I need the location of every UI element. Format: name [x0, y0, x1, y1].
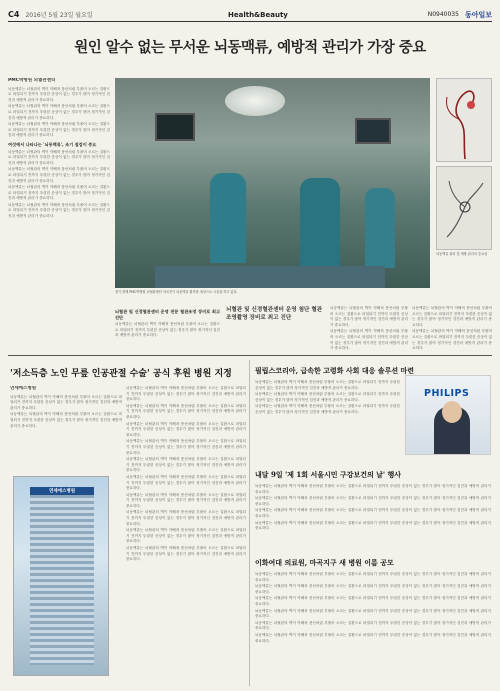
photo-caption: 경기 평택 PMC박병원 뇌혈관센터 의료진이 뇌동맥류 환자를 대상으로 시술을 하고 있다.	[115, 290, 238, 294]
story-left-paragraph: 뇌동맥류는 뇌혈관의 벽이 약해져 풍선처럼 부풀어 오르는 질환으로 파열되기 전까지 뚜렷한 증상이 없는 경우가 많아 정기적인 검진과 예방적 관리가 중요하다.	[126, 474, 246, 491]
story-headline-left: '저소득층 노인 무릎 인공관절 수술' 공식 후원 병원 지정	[10, 369, 232, 379]
story-marathon-paragraph: 뇌동맥류는 뇌혈관의 벽이 약해져 풍선처럼 부풀어 오르는 질환으로 파열되기 전까지 뚜렷한 증상이 없는 경우가 많아 정기적인 검진과 예방적 관리가 중요하다.	[255, 596, 491, 606]
lead-subhead-1: 뇌혈관 및 신경혈관센터 운영 전문 혈관조영 장비로 최고 진단	[115, 309, 220, 320]
building-sign: 연세에스병원	[30, 487, 94, 497]
story-left-paragraph: 뇌동맥류는 뇌혈관의 벽이 약해져 풍선처럼 부풀어 오르는 질환으로 파열되기 전까지 뚜렷한 증상이 없는 경우가 많아 정기적인 검진과 예방적 관리가 중요하다.	[126, 439, 246, 455]
story-philips-paragraph: 뇌동맥류는 뇌혈관의 벽이 약해져 풍선처럼 부풀어 오르는 질환으로 파열되기 전까지 뚜렷한 증상이 없는 경우가 많아 정기적인 검진과 예방적 관리가 중요하다.	[255, 380, 400, 390]
story-event-paragraph: 뇌동맥류는 뇌혈관의 벽이 약해져 풍선처럼 부풀어 오르는 질환으로 파열되기 전까지 뚜렷한 증상이 없는 경우가 많아 정기적인 검진과 예방적 관리가 중요하다.	[255, 508, 491, 518]
lead-text-column-2	[115, 306, 220, 350]
story-headline-event: 내달 9일 '제 1회 서울시민 구강보건의 날' 행사	[255, 470, 402, 479]
story-left-paragraph: 뇌동맥류는 뇌혈관의 벽이 약해져 풍선처럼 부풀어 오르는 질환으로 파열되기 전까지 뚜렷한 증상이 없는 경우가 많아 정기적인 검진과 예방적 관리가 중요하다.	[126, 546, 246, 562]
story-marathon-paragraph: 뇌동맥류는 뇌혈관의 벽이 약해져 풍선처럼 부풀어 오르는 질환으로 파열되기 전까지 뚜렷한 증상이 없는 경우가 많아 정기적인 검진과 예방적 관리가 중요하다.	[255, 584, 491, 594]
column-rule	[249, 360, 250, 686]
story-event-paragraph: 뇌동맥류는 뇌혈관의 벽이 약해져 풍선처럼 부풀어 오르는 질환으로 파열되기 전까지 뚜렷한 증상이 없는 경우가 많아 정기적인 검진과 예방적 관리가 중요하다.	[255, 496, 491, 506]
lead-paragraph: 뇌동맥류는 뇌혈관의 벽이 약해져 풍선처럼 부풀어 오르는 질환으로 파열되기 전까지 뚜렷한 증상이 없는 경우가 많아 정기적인 검진과 예방적 관리가 중요하다.	[412, 329, 492, 350]
story-headline-marathon: 이화여대 의료원, 마곡지구 새 병원 이름 공모	[255, 558, 394, 567]
story-left-text-1	[10, 386, 122, 472]
lead-paragraph: 뇌동맥류는 뇌혈관의 벽이 약해져 풍선처럼 부풀어 오르는 질환으로 파열되기 전까지 뚜렷한 증상이 없는 경우가 많아 정기적인 검진과 예방적 관리가 중요하다.	[8, 167, 110, 183]
issue-date: 2016년 5월 23일 월요일	[25, 12, 93, 19]
page-number: C4	[8, 10, 20, 19]
story-marathon-paragraph: 뇌동맥류는 뇌혈관의 벽이 약해져 풍선처럼 부풀어 오르는 질환으로 파열되기 전까지 뚜렷한 증상이 없는 경우가 많아 정기적인 검진과 예방적 관리가 중요하다.	[255, 572, 491, 582]
story-marathon-paragraph: 뇌동맥류는 뇌혈관의 벽이 약해져 풍선처럼 부풀어 오르는 질환으로 파열되기 전까지 뚜렷한 증상이 없는 경우가 많아 정기적인 검진과 예방적 관리가 중요하다.	[255, 620, 491, 631]
story-left-paragraph: 뇌동맥류는 뇌혈관의 벽이 약해져 풍선처럼 부풀어 오르는 질환으로 파열되기 전까지 뚜렷한 증상이 없는 경우가 많아 정기적인 검진과 예방적 관리가 중요하다.	[126, 403, 246, 419]
story-marathon-text	[255, 572, 491, 682]
lead-paragraph: 뇌동맥류는 뇌혈관의 벽이 약해져 풍선처럼 부풀어 오르는 질환으로 파열되기 전까지 뚜렷한 증상이 없는 경우가 많아 정기적인 검진과 예방적 관리가 중요하다.	[330, 329, 408, 350]
story-left-paragraph: 뇌동맥류는 뇌혈관의 벽이 약해져 풍선처럼 부풀어 오르는 질환으로 파열되기 전까지 뚜렷한 증상이 없는 경우가 많아 정기적인 검진과 예방적 관리가 중요하다.	[10, 412, 122, 428]
story-philips-paragraph: 뇌동맥류는 뇌혈관의 벽이 약해져 풍선처럼 부풀어 오르는 질환으로 파열되기 전까지 뚜렷한 증상이 없는 경우가 많아 정기적인 검진과 예방적 관리가 중요하다.	[255, 404, 400, 414]
lead-paragraph: 뇌동맥류는 뇌혈관의 벽이 약해져 풍선처럼 부풀어 오르는 질환으로 파열되기 전까지 뚜렷한 증상이 없는 경우가 많아 정기적인 검진과 예방적 관리가 중요하다.	[8, 122, 110, 138]
newspaper-name: 동아일보	[464, 10, 492, 19]
lead-subhead: 여섯에서 나타나는 '뇌동맥류', 조기 점검이 중요	[8, 141, 97, 147]
page-header	[8, 8, 492, 22]
lead-paragraph: 뇌동맥류는 뇌혈관의 벽이 약해져 풍선처럼 부풀어 오르는 질환으로 파열되기 전까지 뚜렷한 증상이 없는 경우가 많아 정기적인 검진과 예방적 관리가 중요하다.	[8, 202, 110, 219]
lead-byline: PMC박병원 뇌혈관센터	[8, 78, 56, 83]
lead-text-column-4	[412, 306, 492, 350]
story-left-paragraph: 뇌동맥류는 뇌혈관의 벽이 약해져 풍선처럼 부풀어 오르는 질환으로 파열되기 전까지 뚜렷한 증상이 없는 경우가 많아 정기적인 검진과 예방적 관리가 중요하다.	[126, 386, 246, 402]
philips-photo	[405, 375, 491, 455]
angiogram-image-bottom	[436, 166, 492, 250]
lead-paragraph: 뇌동맥류는 뇌혈관의 벽이 약해져 풍선처럼 부풀어 오르는 질환으로 파열되기 전까지 뚜렷한 증상이 없는 경우가 많아 정기적인 검진과 예방적 관리가 중요하다.	[330, 306, 408, 327]
story-left-paragraph: 뇌동맥류는 뇌혈관의 벽이 약해져 풍선처럼 부풀어 오르는 질환으로 파열되기 전까지 뚜렷한 증상이 없는 경우가 많아 정기적인 검진과 예방적 관리가 중요하다.	[126, 528, 246, 544]
lead-paragraph: 뇌동맥류는 뇌혈관의 벽이 약해져 풍선처럼 부풀어 오르는 질환으로 파열되기 전까지 뚜렷한 증상이 없는 경우가 많아 정기적인 검진과 예방적 관리가 중요하다.	[115, 322, 220, 338]
lead-paragraph: 뇌동맥류는 뇌혈관의 벽이 약해져 풍선처럼 부풀어 오르는 질환으로 파열되기 전까지 뚜렷한 증상이 없는 경우가 많아 정기적인 검진과 예방적 관리가 중요하다.	[412, 306, 492, 327]
side-caption: 뇌동맥류 위치 및 예방 관리의 중요성	[436, 252, 488, 256]
story-philips-paragraph: 뇌동맥류는 뇌혈관의 벽이 약해져 풍선처럼 부풀어 오르는 질환으로 파열되기 전까지 뚜렷한 증상이 없는 경우가 많아 정기적인 검진과 예방적 관리가 중요하다.	[255, 392, 400, 402]
section-title: Health&Beauty	[228, 10, 288, 19]
lead-text-column-1	[8, 78, 110, 348]
section-divider	[8, 355, 492, 356]
operating-room-photo	[115, 78, 430, 288]
story-left-paragraph: 뇌동맥류는 뇌혈관의 벽이 약해져 풍선처럼 부풀어 오르는 질환으로 파열되기 전까지 뚜렷한 증상이 없는 경우가 많아 정기적인 검진과 예방적 관리가 중요하다.	[126, 492, 246, 508]
story-headline-philips: 필립스코리아, 급속한 고령화 사회 대응 솔루션 마련	[255, 366, 415, 375]
angiogram-image-top	[436, 78, 492, 162]
lead-paragraph: 뇌동맥류는 뇌혈관의 벽이 약해져 풍선처럼 부풀어 오르는 질환으로 파열되기 전까지 뚜렷한 증상이 없는 경우가 많아 정기적인 검진과 예방적 관리가 중요하다.	[8, 185, 110, 201]
story-left-byline: 연세에스병원	[10, 386, 37, 391]
story-left-paragraph: 뇌동맥류는 뇌혈관의 벽이 약해져 풍선처럼 부풀어 오르는 질환으로 파열되기 전까지 뚜렷한 증상이 없는 경우가 많아 정기적인 검진과 예방적 관리가 중요하다.	[10, 394, 122, 410]
story-left-paragraph: 뇌동맥류는 뇌혈관의 벽이 약해져 풍선처럼 부풀어 오르는 질환으로 파열되기 전까지 뚜렷한 증상이 없는 경우가 많아 정기적인 검진과 예방적 관리가 중요하다.	[126, 421, 246, 437]
lead-text-column-3	[330, 306, 408, 350]
lead-pull-quote: 뇌혈관 및 신경혈관센터 운영 첨단 혈관조영촬영 장비로 최고 진단	[226, 307, 323, 322]
lead-paragraph: 뇌동맥류는 뇌혈관의 벽이 약해져 풍선처럼 부풀어 오르는 질환으로 파열되기 전까지 뚜렷한 증상이 없는 경우가 많아 정기적인 검진과 예방적 관리가 중요하다.	[8, 104, 110, 120]
lead-paragraph: 뇌동맥류는 뇌혈관의 벽이 약해져 풍선처럼 부풀어 오르는 질환으로 파열되기 전까지 뚜렷한 증상이 없는 경우가 많아 정기적인 검진과 예방적 관리가 중요하다.	[8, 149, 110, 165]
story-marathon-paragraph: 뇌동맥류는 뇌혈관의 벽이 약해져 풍선처럼 부풀어 오르는 질환으로 파열되기 전까지 뚜렷한 증상이 없는 경우가 많아 정기적인 검진과 예방적 관리가 중요하다.	[255, 608, 491, 619]
lead-paragraph: 뇌동맥류는 뇌혈관의 벽이 약해져 풍선처럼 부풀어 오르는 질환으로 파열되기 전까지 뚜렷한 증상이 없는 경우가 많아 정기적인 검진과 예방적 관리가 중요하다.	[8, 86, 110, 102]
story-left-text-2	[126, 386, 246, 682]
edition-code: N0940035	[427, 11, 459, 18]
story-left-paragraph: 뇌동맥류는 뇌혈관의 벽이 약해져 풍선처럼 부풀어 오르는 질환으로 파열되기 전까지 뚜렷한 증상이 없는 경우가 많아 정기적인 검진과 예방적 관리가 중요하다.	[126, 510, 246, 526]
story-event-paragraph: 뇌동맥류는 뇌혈관의 벽이 약해져 풍선처럼 부풀어 오르는 질환으로 파열되기 전까지 뚜렷한 증상이 없는 경우가 많아 정기적인 검진과 예방적 관리가 중요하다.	[255, 484, 491, 494]
philips-logo: PHILIPS	[424, 388, 470, 399]
story-event-text	[255, 484, 491, 546]
story-marathon-paragraph: 뇌동맥류는 뇌혈관의 벽이 약해져 풍선처럼 부풀어 오르는 질환으로 파열되기 전까지 뚜렷한 증상이 없는 경우가 많아 정기적인 검진과 예방적 관리가 중요하다.	[255, 632, 491, 643]
hospital-building-photo	[13, 476, 109, 676]
story-left-paragraph: 뇌동맥류는 뇌혈관의 벽이 약해져 풍선처럼 부풀어 오르는 질환으로 파열되기 전까지 뚜렷한 증상이 없는 경우가 많아 정기적인 검진과 예방적 관리가 중요하다.	[126, 457, 246, 473]
main-headline: 원인 알수 없는 무서운 뇌동맥류, 예방적 관리가 가장 중요	[74, 39, 426, 56]
story-event-paragraph: 뇌동맥류는 뇌혈관의 벽이 약해져 풍선처럼 부풀어 오르는 질환으로 파열되기 전까지 뚜렷한 증상이 없는 경우가 많아 정기적인 검진과 예방적 관리가 중요하다.	[255, 520, 491, 531]
story-philips-text	[255, 380, 400, 460]
